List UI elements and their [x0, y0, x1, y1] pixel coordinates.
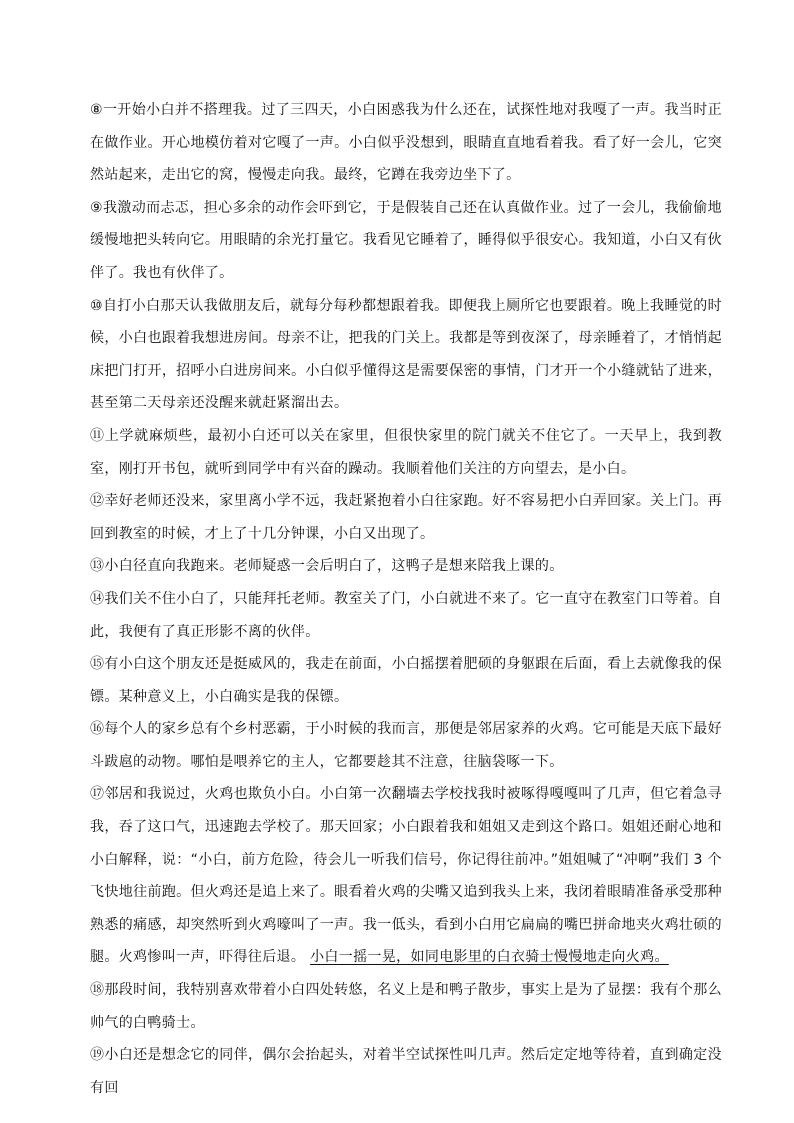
paragraph-10: ⑩自打小白那天认我做朋友后，就每分每秒都想跟着我。即便我上厕所它也要跟着。晚上我睡觉的时候，小白也跟着我想进房间。母亲不让，把我的门关上。我都是等到夜深了，母亲睡着了，才悄悄起床把门打开，招呼小白进房间来。小白似乎懂得这是需要保密的事情，门才开一个小缝就钻了进来，甚至第二天母亲还没醒来就赶紧溜出去。 — [90, 297, 722, 412]
paragraph-16: ⑯每个人的家乡总有个乡村恶霸，于小时候的我而言，那便是邻居家养的火鸡。它可能是天底下最好斗跋扈的动物。哪怕是喂养它的主人，它都要趁其不注意，往脑袋啄一下。 — [90, 721, 722, 770]
paragraph-14: ⑭我们关不住小白了，只能拜托老师。教室关了门，小白就进不来了。它一直守在教室门口等着。自此，我便有了真正形影不离的伙伴。 — [90, 590, 722, 640]
paragraph-15: ⑮有小白这个朋友还是挺威风的，我走在前面，小白摇摆着肥硕的身躯跟在后面，看上去就像我的保镖。某种意义上，小白确实是我的保镖。 — [90, 656, 722, 705]
paragraph-19: ⑲小白还是想念它的同伴，偶尔会抬起头，对着半空试探性叫几声。然后定定地等待着，直到确定没有回 — [90, 1047, 722, 1096]
paragraph-17-text: ⑰邻居和我说过，火鸡也欺负小白。小白第一次翻墙去学校找我时被啄得嘎嘎叫了几声，但它着急寻我，吞了这口气，迅速跑去学校了。那天回家；小白跟着我和姐姐又走到这个路口。姐姐还耐心地和小白解释，说：“小白，前方危险，待会儿一听我们信号，你记得往前冲。”姐姐喊了“冲啊”我们 3 个飞快地往前跑。但火鸡还是追上来了。眼看着火鸡的尖嘴又追到我头上来，我闭着眼睛准备承受那种熟悉的痛感，却突然听到火鸡嚎叫了一声。我一低头，看到小白用它扁扁的嘴巴拼命地夹火鸡壮硕的腿。火鸡惨叫一声，吓得往后退。 — [90, 786, 722, 966]
paragraph-17-underlined-sentence: 小白一摇一晃，如同电影里的白衣骑士慢慢地走向火鸡。 — [310, 949, 669, 966]
paragraph-18: ⑱那段时间，我特别喜欢带着小白四处转悠，名义上是和鸭子散步，事实上是为了显摆：我有个那么帅气的白鸭骑士。 — [90, 982, 722, 1031]
document-body — [90, 94, 722, 1104]
paragraph-11: ⑪上学就麻烦些，最初小白还可以关在家里，但很快家里的院门就关不住它了。一天早上，我到教室，刚打开书包，就听到同学中有兴奋的躁动。我顺着他们关注的方向望去，是小白。 — [90, 427, 722, 477]
paragraph-17 — [90, 778, 722, 974]
paragraph-9: ⑨我激动而忐忑，担心多余的动作会吓到它，于是假装自己还在认真做作业。过了一会儿，我偷偷地缓慢地把头转向它。用眼睛的余光打量它。我看见它睡着了，睡得似乎很安心。我知道，小白又有伙伴了。我也有伙伴了。 — [90, 199, 722, 281]
paragraph-13: ⑬小白径直向我跑来。老师疑惑一会后明白了，这鸭子是想来陪我上课的。 — [90, 558, 564, 575]
paragraph-8: ⑧一开始小白并不搭理我。过了三四天，小白困惑我为什么还在，试探性地对我嘎了一声。我当时正在做作业。开心地模仿着对它嘎了一声。小白似乎没想到，眼睛直直地看着我。看了好一会儿，它突然站起来，走出它的窝，慢慢走向我。最终，它蹲在我旁边坐下了。 — [90, 102, 722, 184]
paragraph-12: ⑫幸好老师还没来，家里离小学不远，我赶紧抱着小白往家跑。好不容易把小白弄回家。关上门。再回到教室的时候，才上了十几分钟课，小白又出现了。 — [90, 493, 722, 542]
